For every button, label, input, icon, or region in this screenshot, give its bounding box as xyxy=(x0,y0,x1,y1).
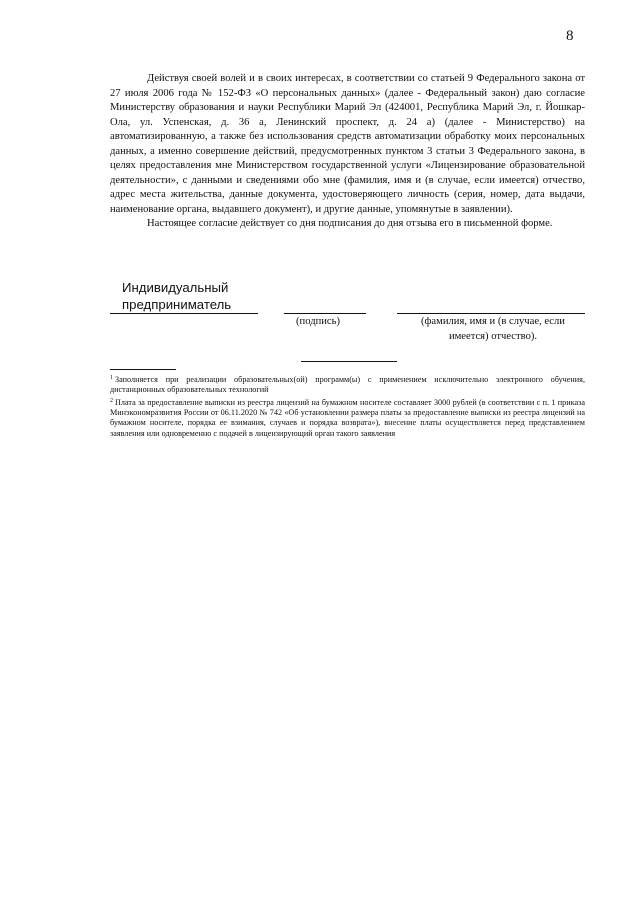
separator-line xyxy=(301,361,397,362)
footnote-separator xyxy=(110,369,176,370)
entrepreneur-underline xyxy=(110,313,258,314)
page-number: 8 xyxy=(566,28,574,44)
footnote-text: Заполняется при реализации образовательных(ой) программ(ы) с применением исключительно электронного обучения, дистанционных образовательных технологий xyxy=(110,375,585,395)
signature-line xyxy=(284,313,366,314)
full-name-line xyxy=(397,313,585,314)
entrepreneur-label: Индивидуальный предприниматель xyxy=(122,280,232,312)
footnote-text: Плата за предоставление выписки из реестра лицензий на бумажном носителе составляет 3000 рублей (в соответствии с п. 1 приказа Минэкономразвития России от 06.11.2020 № 742 «Об установлении размера платы за предоставление выписки из реестра лицензий на бумажном носителе, порядка ее взимания, случаев и порядка возврата»), внесение платы осуществляется перед представлением заявления или одновременно с подачей в лицензирующий орган такого заявления xyxy=(110,397,585,438)
consent-paragraph-2: Настоящее согласие действует со дня подписания до дня отзыва его в письменной форме. xyxy=(147,218,553,230)
footnote-2 xyxy=(110,396,585,439)
full-name-caption: (фамилия, имя и (в случае, если имеется) отчество). xyxy=(421,316,565,342)
footnote-1 xyxy=(110,373,585,395)
footnote-mark: 2 xyxy=(110,397,113,404)
signature-caption: (подпись) xyxy=(296,316,340,327)
consent-paragraph-1: Действуя своей волей и в своих интересах, в соответствии со статьей 9 Федерального закона от 27 июля 2006 года № 152-ФЗ «О персональных данных» (далее - Федеральный закон) даю согласие Министерству образования и науки Республики Марий Эл (424001, Республика Марий Эл, г. Йошкар-Ола, ул. Успенская, д. 36 а, Ленинский проспект, д. 24 а) (далее - Министерство) на автоматизированную, а также без использования средств автоматизации обработку моих персональных данных, а именно совершение действий, предусмотренных пунктом 3 статьи 3 Федерального закона, в целях предоставления мне Министерством государственной услуги «Лицензирование образовательной деятельности», с данными и сведениями обо мне (фамилия, имя и (в случае, если имеется) отчество, адрес места жительства, данные документа, удостоверяющего личность (серия, номер, дата выдачи, наименование органа, выдавшего документ), и другие данные, упомянутые в заявлении). xyxy=(110,73,585,215)
footnote-mark: 1 xyxy=(110,375,113,381)
consent-text xyxy=(110,72,585,232)
footnotes xyxy=(110,373,585,439)
